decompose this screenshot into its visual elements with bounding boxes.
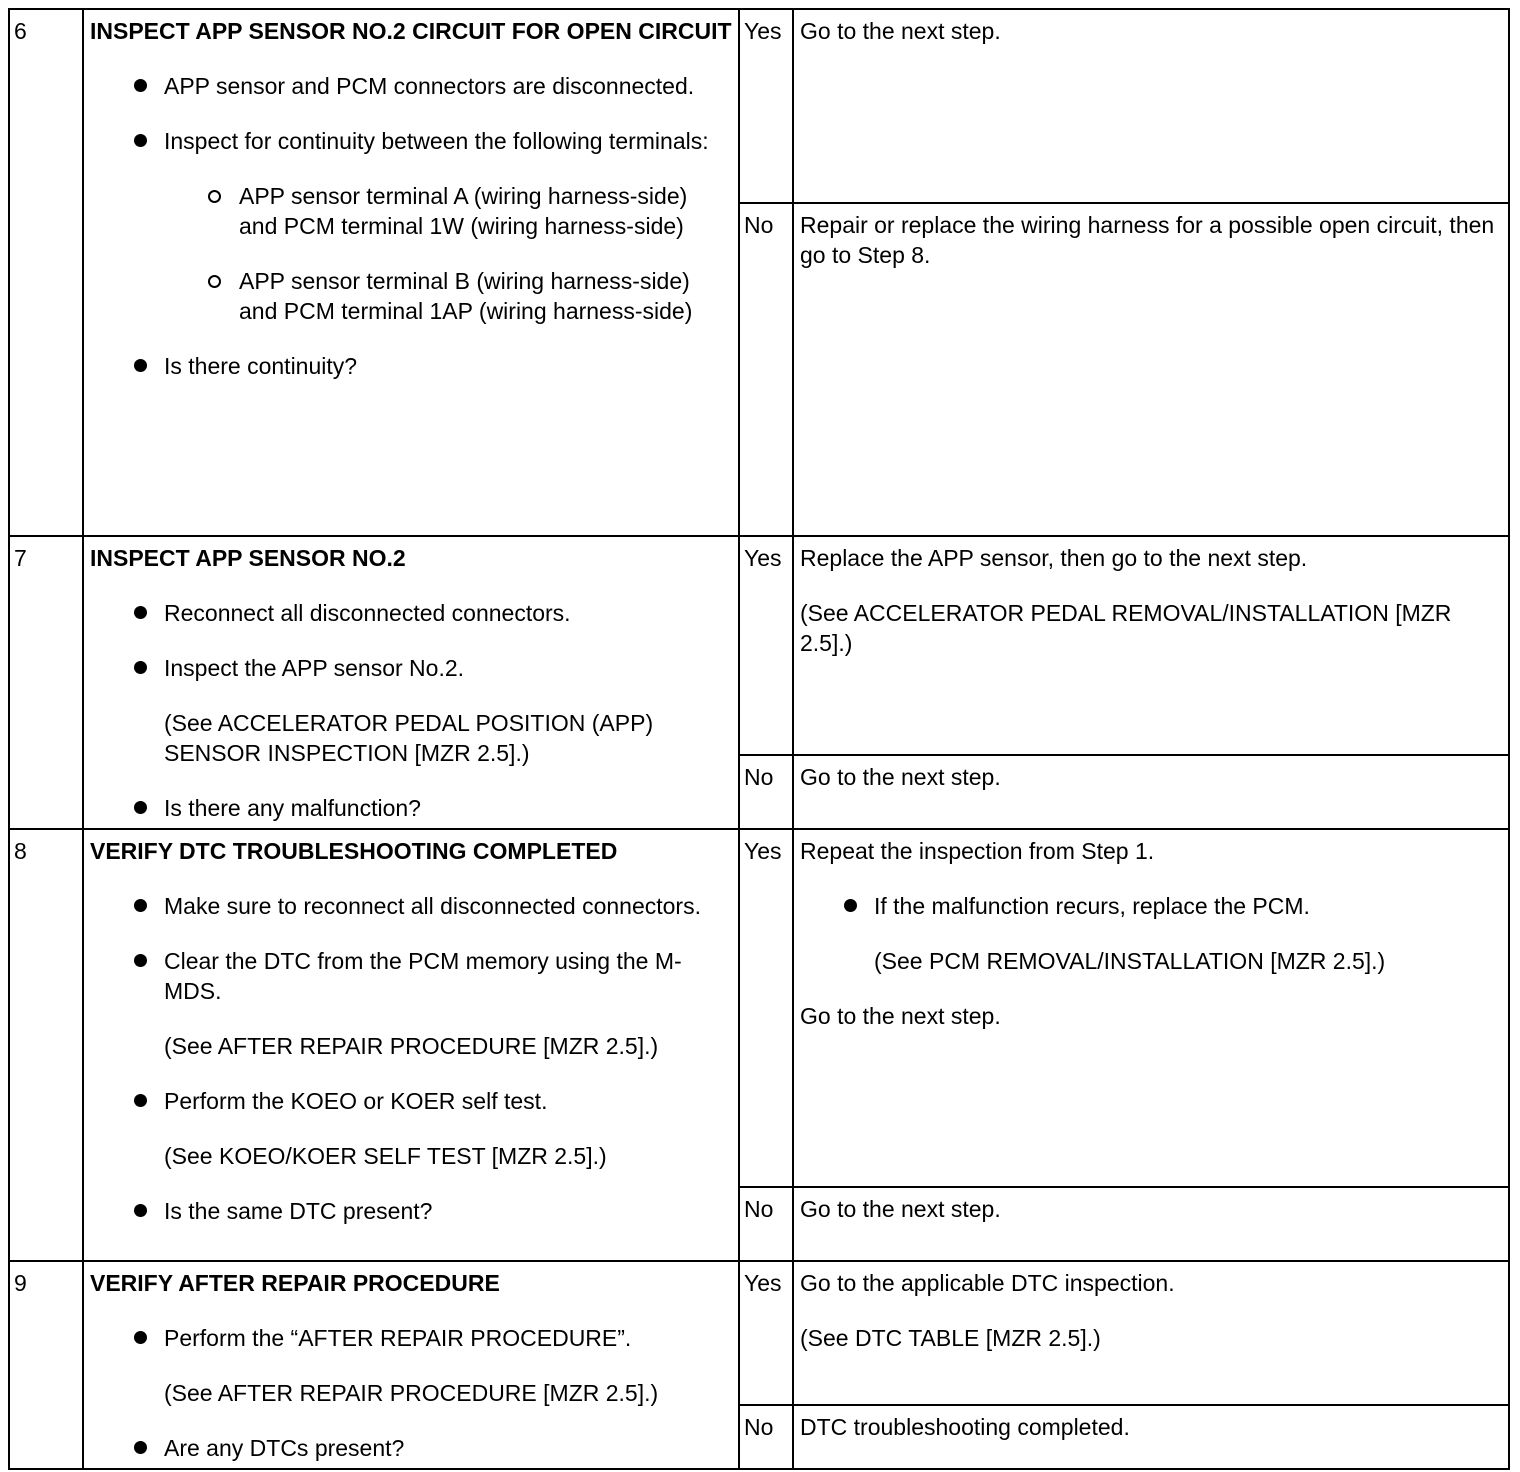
reference-text: (See ACCELERATOR PEDAL POSITION (APP) SENSOR INSPECTION [MZR 2.5].)	[164, 710, 654, 766]
reference-text: (See AFTER REPAIR PROCEDURE [MZR 2.5].)	[164, 1380, 659, 1406]
step-title: INSPECT APP SENSOR NO.2 CIRCUIT FOR OPEN CIRCUIT	[90, 18, 732, 44]
step-number: 8	[9, 829, 83, 1261]
yes-result-text-2: Go to the next step.	[800, 1003, 1001, 1029]
bullet-item: Clear the DTC from the PCM memory using the M-MDS.	[90, 946, 732, 1006]
bullet-item: Inspect the APP sensor No.2.	[90, 653, 732, 683]
yes-result-text: Replace the APP sensor, then go to the next step.	[800, 545, 1308, 571]
bullet-item: APP sensor and PCM connectors are disconnected.	[90, 71, 732, 101]
bullet-item: Perform the “AFTER REPAIR PROCEDURE”.	[90, 1323, 732, 1353]
no-label: No	[739, 1187, 793, 1261]
troubleshooting-table-sheet	[8, 8, 1508, 1468]
step-action-cell	[83, 9, 739, 536]
no-result-text: Go to the next step.	[800, 764, 1001, 790]
step-number: 7	[9, 536, 83, 829]
troubleshooting-table	[8, 8, 1510, 1470]
yes-bullet-item: If the malfunction recurs, replace the PCM.	[800, 891, 1504, 921]
yes-reference-text: (See ACCELERATOR PEDAL REMOVAL/INSTALLATION [MZR 2.5].)	[800, 600, 1452, 656]
yes-result-cell	[793, 1261, 1509, 1405]
no-result-text: DTC troubleshooting completed.	[800, 1414, 1130, 1440]
question-bullet: Are any DTCs present?	[90, 1433, 732, 1463]
step-number: 6	[9, 9, 83, 536]
yes-label: Yes	[739, 1261, 793, 1405]
yes-result-text: Go to the next step.	[800, 18, 1001, 44]
reference-text: (See KOEO/KOER SELF TEST [MZR 2.5].)	[164, 1143, 607, 1169]
step-row-9	[9, 1261, 1509, 1405]
no-result-text: Go to the next step.	[800, 1196, 1001, 1222]
no-label: No	[739, 203, 793, 536]
step-row-6	[9, 9, 1509, 203]
sub-bullet-item: APP sensor terminal A (wiring harness-side) and PCM terminal 1W (wiring harness-side)	[90, 181, 732, 241]
step-title: INSPECT APP SENSOR NO.2	[90, 545, 406, 571]
no-result-cell	[793, 755, 1509, 829]
bullet-item: Make sure to reconnect all disconnected connectors.	[90, 891, 732, 921]
step-title: VERIFY AFTER REPAIR PROCEDURE	[90, 1270, 500, 1296]
yes-result-cell	[793, 9, 1509, 203]
step-title: VERIFY DTC TROUBLESHOOTING COMPLETED	[90, 838, 618, 864]
question-bullet: Is there any malfunction?	[90, 793, 732, 823]
yes-reference-text: (See DTC TABLE [MZR 2.5].)	[800, 1325, 1101, 1351]
no-result-cell	[793, 203, 1509, 536]
step-number: 9	[9, 1261, 83, 1469]
step-row-8	[9, 829, 1509, 1187]
no-result-text: Repair or replace the wiring harness for a possible open circuit, then go to Step 8.	[800, 212, 1495, 268]
yes-result-cell	[793, 536, 1509, 755]
step-action-cell	[83, 1261, 739, 1469]
step-row-7	[9, 536, 1509, 755]
no-result-cell	[793, 1405, 1509, 1469]
yes-result-text: Repeat the inspection from Step 1.	[800, 838, 1155, 864]
step-action-cell	[83, 536, 739, 829]
step-action-cell	[83, 829, 739, 1261]
yes-label: Yes	[739, 9, 793, 203]
no-label: No	[739, 755, 793, 829]
question-bullet: Is the same DTC present?	[90, 1196, 732, 1226]
bullet-item: Reconnect all disconnected connectors.	[90, 598, 732, 628]
reference-text: (See AFTER REPAIR PROCEDURE [MZR 2.5].)	[164, 1033, 659, 1059]
no-result-cell	[793, 1187, 1509, 1261]
no-label: No	[739, 1405, 793, 1469]
sub-bullet-item: APP sensor terminal B (wiring harness-side) and PCM terminal 1AP (wiring harness-side)	[90, 266, 732, 326]
yes-reference-text: (See PCM REMOVAL/INSTALLATION [MZR 2.5].)	[874, 948, 1386, 974]
bullet-item: Perform the KOEO or KOER self test.	[90, 1086, 732, 1116]
yes-result-cell	[793, 829, 1509, 1187]
yes-result-text: Go to the applicable DTC inspection.	[800, 1270, 1175, 1296]
bullet-item: Inspect for continuity between the following terminals:	[90, 126, 732, 156]
question-bullet: Is there continuity?	[90, 351, 732, 381]
yes-label: Yes	[739, 536, 793, 755]
yes-label: Yes	[739, 829, 793, 1187]
